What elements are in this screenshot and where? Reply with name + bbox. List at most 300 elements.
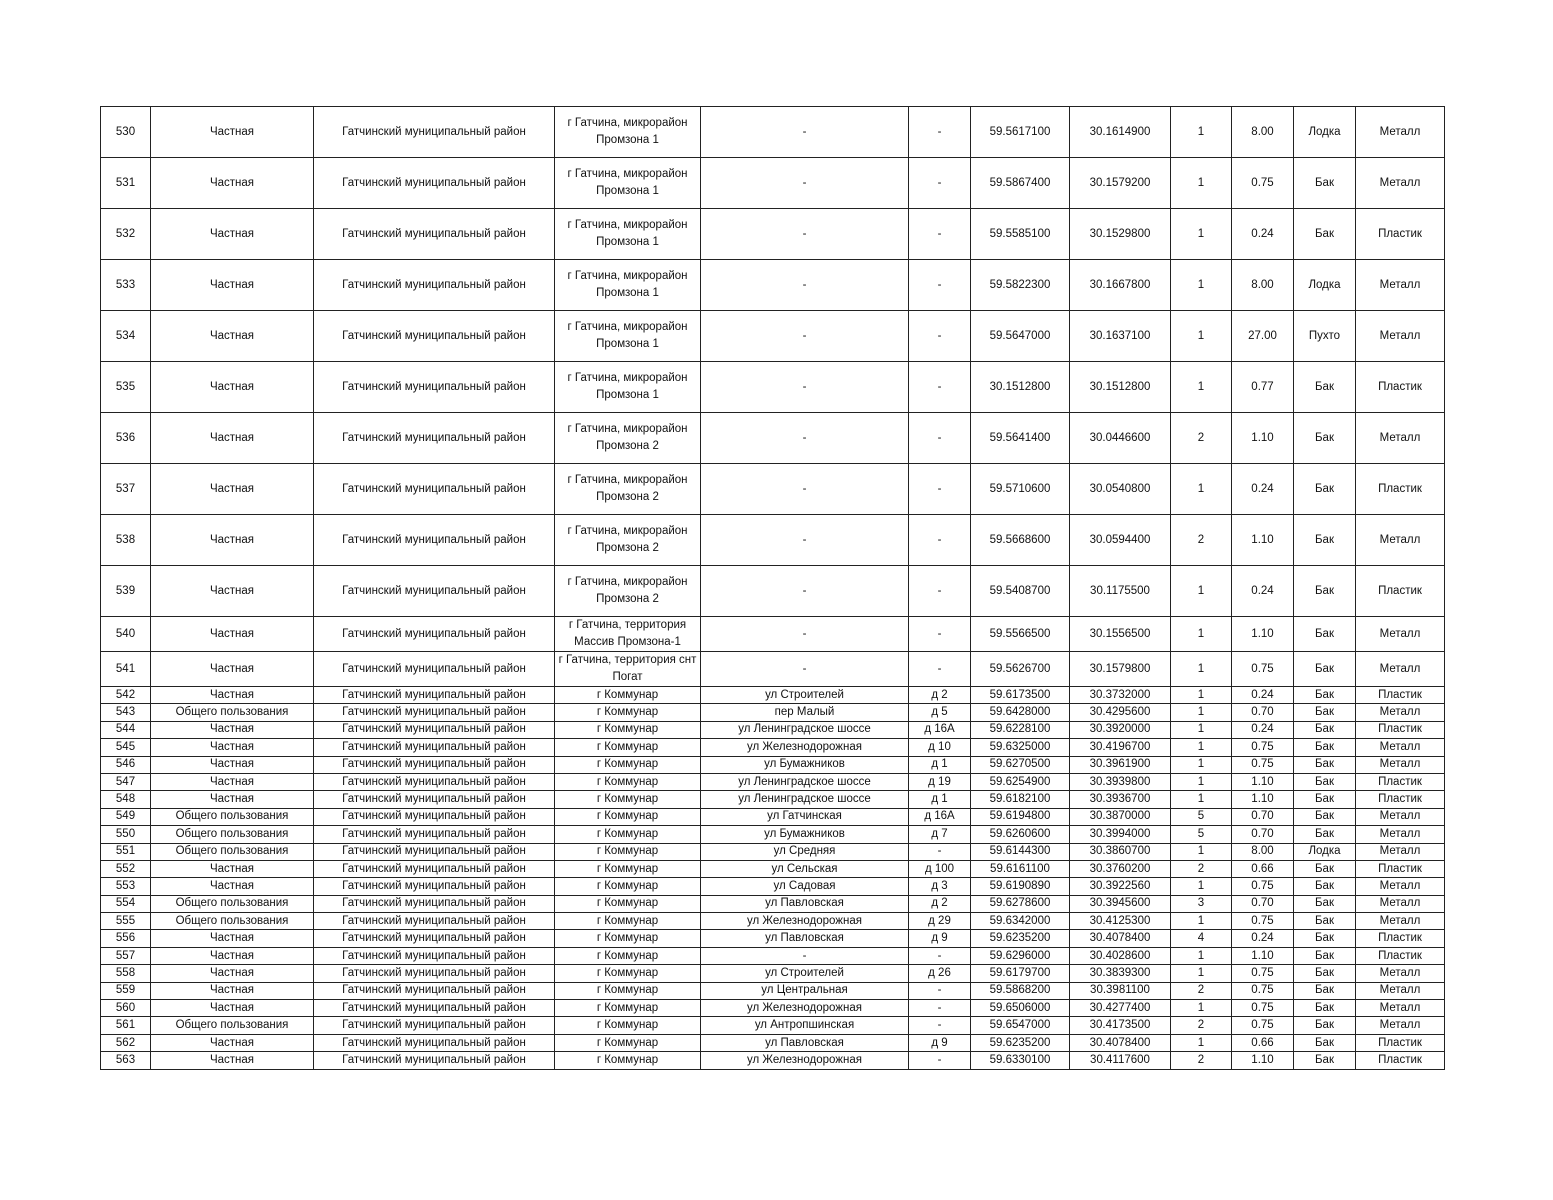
cell-row-number: 543 [101, 704, 151, 721]
cell-container-volume: 8.00 [1232, 107, 1294, 158]
cell-district: Гатчинский муниципальный район [314, 860, 555, 877]
table-row [101, 1034, 1445, 1051]
cell-container-material: Металл [1356, 982, 1445, 999]
cell-container-count: 1 [1171, 878, 1232, 895]
cell-site-type: Общего пользования [151, 826, 314, 843]
cell-district: Гатчинский муниципальный район [314, 209, 555, 260]
cell-longitude: 30.4196700 [1070, 739, 1171, 756]
cell-container-count: 1 [1171, 721, 1232, 738]
cell-container-volume: 1.10 [1232, 617, 1294, 652]
cell-container-volume: 1.10 [1232, 773, 1294, 790]
table-row [101, 895, 1445, 912]
cell-latitude: 59.6190890 [971, 878, 1070, 895]
cell-house: - [909, 947, 971, 964]
cell-container-type: Бак [1294, 721, 1356, 738]
cell-district: Гатчинский муниципальный район [314, 930, 555, 947]
cell-container-volume: 1.10 [1232, 515, 1294, 566]
cell-settlement: г Гатчина, микрорайон Промзона 1 [555, 362, 701, 413]
cell-district: Гатчинский муниципальный район [314, 756, 555, 773]
cell-settlement: г Коммунар [555, 947, 701, 964]
cell-settlement: г Коммунар [555, 982, 701, 999]
cell-container-material: Металл [1356, 878, 1445, 895]
cell-container-type: Лодка [1294, 107, 1356, 158]
cell-longitude: 30.3920000 [1070, 721, 1171, 738]
cell-container-type: Бак [1294, 808, 1356, 825]
table-row [101, 739, 1445, 756]
cell-longitude: 30.1614900 [1070, 107, 1171, 158]
cell-latitude: 59.5626700 [971, 652, 1070, 687]
cell-container-count: 1 [1171, 687, 1232, 704]
cell-street: ул Железнодорожная [701, 1000, 909, 1017]
cell-container-material: Металл [1356, 515, 1445, 566]
cell-container-count: 1 [1171, 1000, 1232, 1017]
cell-latitude: 59.6173500 [971, 687, 1070, 704]
cell-house: - [909, 362, 971, 413]
cell-row-number: 552 [101, 860, 151, 877]
cell-row-number: 551 [101, 843, 151, 860]
cell-longitude: 30.3994000 [1070, 826, 1171, 843]
cell-container-type: Бак [1294, 1017, 1356, 1034]
cell-site-type: Частная [151, 773, 314, 790]
cell-container-type: Пухто [1294, 311, 1356, 362]
cell-container-volume: 1.10 [1232, 413, 1294, 464]
cell-container-count: 1 [1171, 843, 1232, 860]
cell-container-material: Пластик [1356, 721, 1445, 738]
cell-container-volume: 8.00 [1232, 843, 1294, 860]
cell-street: ул Павловская [701, 895, 909, 912]
cell-row-number: 542 [101, 687, 151, 704]
cell-settlement: г Коммунар [555, 843, 701, 860]
cell-site-type: Общего пользования [151, 704, 314, 721]
cell-longitude: 30.1579800 [1070, 652, 1171, 687]
cell-container-volume: 0.70 [1232, 895, 1294, 912]
cell-container-material: Металл [1356, 756, 1445, 773]
cell-district: Гатчинский муниципальный район [314, 362, 555, 413]
table-row [101, 826, 1445, 843]
cell-latitude: 30.1512800 [971, 362, 1070, 413]
table-row [101, 1000, 1445, 1017]
cell-site-type: Общего пользования [151, 913, 314, 930]
cell-container-volume: 0.75 [1232, 982, 1294, 999]
cell-latitude: 59.6260600 [971, 826, 1070, 843]
cell-container-count: 1 [1171, 773, 1232, 790]
cell-row-number: 559 [101, 982, 151, 999]
table-row [101, 878, 1445, 895]
cell-container-count: 2 [1171, 1017, 1232, 1034]
cell-street: ул Бумажников [701, 756, 909, 773]
cell-longitude: 30.1637100 [1070, 311, 1171, 362]
cell-district: Гатчинский муниципальный район [314, 1017, 555, 1034]
cell-site-type: Общего пользования [151, 895, 314, 912]
cell-street: ул Ленинградское шоссе [701, 791, 909, 808]
cell-container-type: Бак [1294, 826, 1356, 843]
cell-site-type: Частная [151, 739, 314, 756]
table-row [101, 965, 1445, 982]
cell-settlement: г Гатчина, микрорайон Промзона 2 [555, 566, 701, 617]
cell-street: - [701, 158, 909, 209]
cell-house: д 1 [909, 791, 971, 808]
cell-settlement: г Гатчина, территория Массив Промзона-1 [555, 617, 701, 652]
cell-settlement: г Гатчина, микрорайон Промзона 1 [555, 158, 701, 209]
cell-street: ул Сельская [701, 860, 909, 877]
cell-container-material: Металл [1356, 913, 1445, 930]
cell-latitude: 59.6547000 [971, 1017, 1070, 1034]
cell-container-count: 1 [1171, 362, 1232, 413]
cell-container-count: 2 [1171, 982, 1232, 999]
cell-container-count: 2 [1171, 860, 1232, 877]
cell-district: Гатчинский муниципальный район [314, 791, 555, 808]
cell-site-type: Частная [151, 930, 314, 947]
cell-district: Гатчинский муниципальный район [314, 566, 555, 617]
cell-container-material: Пластик [1356, 687, 1445, 704]
cell-row-number: 533 [101, 260, 151, 311]
cell-house: - [909, 107, 971, 158]
cell-row-number: 540 [101, 617, 151, 652]
cell-house: д 2 [909, 687, 971, 704]
cell-house: д 26 [909, 965, 971, 982]
cell-container-volume: 1.10 [1232, 1052, 1294, 1069]
table-row [101, 860, 1445, 877]
cell-settlement: г Коммунар [555, 878, 701, 895]
cell-row-number: 562 [101, 1034, 151, 1051]
cell-container-type: Бак [1294, 464, 1356, 515]
cell-latitude: 59.6278600 [971, 895, 1070, 912]
cell-longitude: 30.4173500 [1070, 1017, 1171, 1034]
cell-settlement: г Коммунар [555, 895, 701, 912]
cell-street: - [701, 311, 909, 362]
cell-site-type: Частная [151, 652, 314, 687]
cell-settlement: г Коммунар [555, 808, 701, 825]
cell-district: Гатчинский муниципальный район [314, 947, 555, 964]
cell-house: - [909, 1000, 971, 1017]
cell-house: - [909, 464, 971, 515]
cell-street: - [701, 209, 909, 260]
cell-house: - [909, 1017, 971, 1034]
cell-container-type: Бак [1294, 1034, 1356, 1051]
cell-row-number: 547 [101, 773, 151, 790]
cell-container-type: Бак [1294, 652, 1356, 687]
cell-row-number: 536 [101, 413, 151, 464]
cell-container-volume: 0.24 [1232, 687, 1294, 704]
cell-container-material: Пластик [1356, 860, 1445, 877]
cell-settlement: г Гатчина, территория снт Погат [555, 652, 701, 687]
cell-container-type: Бак [1294, 413, 1356, 464]
table-row [101, 704, 1445, 721]
cell-district: Гатчинский муниципальный район [314, 739, 555, 756]
cell-container-material: Пластик [1356, 362, 1445, 413]
cell-row-number: 530 [101, 107, 151, 158]
cell-district: Гатчинский муниципальный район [314, 515, 555, 566]
table-row [101, 209, 1445, 260]
cell-longitude: 30.1579200 [1070, 158, 1171, 209]
cell-settlement: г Коммунар [555, 773, 701, 790]
cell-house: - [909, 982, 971, 999]
cell-district: Гатчинский муниципальный район [314, 158, 555, 209]
cell-street: ул Садовая [701, 878, 909, 895]
cell-container-volume: 0.24 [1232, 721, 1294, 738]
cell-district: Гатчинский муниципальный район [314, 704, 555, 721]
cell-container-count: 1 [1171, 652, 1232, 687]
cell-container-type: Бак [1294, 739, 1356, 756]
cell-settlement: г Коммунар [555, 1017, 701, 1034]
cell-site-type: Частная [151, 947, 314, 964]
cell-district: Гатчинский муниципальный район [314, 1052, 555, 1069]
cell-container-type: Бак [1294, 209, 1356, 260]
table-row [101, 311, 1445, 362]
cell-settlement: г Гатчина, микрорайон Промзона 2 [555, 464, 701, 515]
cell-longitude: 30.3839300 [1070, 965, 1171, 982]
cell-settlement: г Гатчина, микрорайон Промзона 1 [555, 107, 701, 158]
cell-row-number: 549 [101, 808, 151, 825]
cell-container-type: Бак [1294, 860, 1356, 877]
cell-container-count: 4 [1171, 930, 1232, 947]
cell-latitude: 59.6182100 [971, 791, 1070, 808]
table-row [101, 843, 1445, 860]
cell-settlement: г Коммунар [555, 826, 701, 843]
table-row [101, 464, 1445, 515]
cell-house: - [909, 311, 971, 362]
cell-longitude: 30.3732000 [1070, 687, 1171, 704]
cell-district: Гатчинский муниципальный район [314, 107, 555, 158]
cell-latitude: 59.6254900 [971, 773, 1070, 790]
cell-container-material: Пластик [1356, 947, 1445, 964]
cell-container-count: 1 [1171, 756, 1232, 773]
cell-latitude: 59.6144300 [971, 843, 1070, 860]
cell-district: Гатчинский муниципальный район [314, 721, 555, 738]
cell-house: д 29 [909, 913, 971, 930]
cell-settlement: г Коммунар [555, 965, 701, 982]
cell-container-material: Пластик [1356, 1052, 1445, 1069]
cell-street: ул Павловская [701, 1034, 909, 1051]
cell-container-material: Пластик [1356, 791, 1445, 808]
cell-street: ул Ленинградское шоссе [701, 773, 909, 790]
cell-row-number: 535 [101, 362, 151, 413]
cell-latitude: 59.5647000 [971, 311, 1070, 362]
cell-latitude: 59.6235200 [971, 930, 1070, 947]
cell-settlement: г Коммунар [555, 860, 701, 877]
cell-container-count: 1 [1171, 209, 1232, 260]
cell-container-volume: 0.70 [1232, 808, 1294, 825]
cell-latitude: 59.6428000 [971, 704, 1070, 721]
cell-site-type: Частная [151, 260, 314, 311]
cell-latitude: 59.6506000 [971, 1000, 1070, 1017]
cell-row-number: 541 [101, 652, 151, 687]
cell-site-type: Частная [151, 464, 314, 515]
cell-street: ул Строителей [701, 965, 909, 982]
cell-row-number: 546 [101, 756, 151, 773]
cell-latitude: 59.5868200 [971, 982, 1070, 999]
cell-house: - [909, 209, 971, 260]
cell-container-type: Бак [1294, 687, 1356, 704]
cell-container-type: Бак [1294, 947, 1356, 964]
cell-latitude: 59.6228100 [971, 721, 1070, 738]
cell-district: Гатчинский муниципальный район [314, 913, 555, 930]
cell-street: - [701, 362, 909, 413]
table-row [101, 808, 1445, 825]
cell-longitude: 30.3961900 [1070, 756, 1171, 773]
cell-latitude: 59.5566500 [971, 617, 1070, 652]
cell-site-type: Общего пользования [151, 1017, 314, 1034]
cell-container-material: Пластик [1356, 464, 1445, 515]
cell-container-volume: 0.70 [1232, 704, 1294, 721]
cell-container-volume: 0.70 [1232, 826, 1294, 843]
cell-street: ул Железнодорожная [701, 739, 909, 756]
cell-street: пер Малый [701, 704, 909, 721]
cell-longitude: 30.4295600 [1070, 704, 1171, 721]
cell-latitude: 59.5617100 [971, 107, 1070, 158]
cell-container-type: Бак [1294, 982, 1356, 999]
cell-container-type: Бак [1294, 566, 1356, 617]
cell-street: - [701, 617, 909, 652]
cell-district: Гатчинский муниципальный район [314, 652, 555, 687]
cell-container-count: 2 [1171, 1052, 1232, 1069]
cell-settlement: г Коммунар [555, 791, 701, 808]
cell-row-number: 545 [101, 739, 151, 756]
cell-street: ул Железнодорожная [701, 913, 909, 930]
table-row [101, 107, 1445, 158]
cell-container-material: Пластик [1356, 930, 1445, 947]
cell-latitude: 59.6296000 [971, 947, 1070, 964]
cell-latitude: 59.6194800 [971, 808, 1070, 825]
cell-container-volume: 0.24 [1232, 566, 1294, 617]
cell-latitude: 59.5641400 [971, 413, 1070, 464]
cell-district: Гатчинский муниципальный район [314, 773, 555, 790]
cell-container-type: Лодка [1294, 843, 1356, 860]
cell-row-number: 539 [101, 566, 151, 617]
table-row [101, 773, 1445, 790]
table-row [101, 617, 1445, 652]
cell-house: д 16А [909, 721, 971, 738]
cell-container-type: Бак [1294, 756, 1356, 773]
cell-street: ул Бумажников [701, 826, 909, 843]
cell-longitude: 30.0540800 [1070, 464, 1171, 515]
cell-longitude: 30.0594400 [1070, 515, 1171, 566]
cell-latitude: 59.5710600 [971, 464, 1070, 515]
cell-district: Гатчинский муниципальный район [314, 1034, 555, 1051]
cell-longitude: 30.1512800 [1070, 362, 1171, 413]
cell-container-volume: 0.24 [1232, 464, 1294, 515]
cell-street: - [701, 464, 909, 515]
cell-container-count: 3 [1171, 895, 1232, 912]
cell-row-number: 544 [101, 721, 151, 738]
cell-latitude: 59.6325000 [971, 739, 1070, 756]
table-row [101, 930, 1445, 947]
cell-latitude: 59.6330100 [971, 1052, 1070, 1069]
cell-district: Гатчинский муниципальный район [314, 413, 555, 464]
cell-container-material: Металл [1356, 895, 1445, 912]
cell-house: - [909, 566, 971, 617]
cell-container-type: Бак [1294, 965, 1356, 982]
cell-house: д 5 [909, 704, 971, 721]
cell-longitude: 30.1175500 [1070, 566, 1171, 617]
cell-container-type: Бак [1294, 895, 1356, 912]
cell-settlement: г Гатчина, микрорайон Промзона 1 [555, 260, 701, 311]
cell-container-volume: 0.75 [1232, 652, 1294, 687]
cell-container-material: Металл [1356, 826, 1445, 843]
cell-site-type: Общего пользования [151, 843, 314, 860]
table-row [101, 1017, 1445, 1034]
table-body [101, 107, 1445, 1070]
cell-row-number: 558 [101, 965, 151, 982]
cell-latitude: 59.5408700 [971, 566, 1070, 617]
cell-site-type: Частная [151, 1034, 314, 1051]
table-row [101, 158, 1445, 209]
cell-latitude: 59.6342000 [971, 913, 1070, 930]
cell-site-type: Частная [151, 413, 314, 464]
cell-container-material: Металл [1356, 739, 1445, 756]
cell-latitude: 59.5668600 [971, 515, 1070, 566]
cell-container-volume: 0.77 [1232, 362, 1294, 413]
cell-site-type: Частная [151, 756, 314, 773]
cell-site-type: Частная [151, 617, 314, 652]
cell-street: - [701, 260, 909, 311]
cell-longitude: 30.1529800 [1070, 209, 1171, 260]
cell-container-count: 2 [1171, 515, 1232, 566]
cell-container-volume: 0.66 [1232, 1034, 1294, 1051]
cell-settlement: г Гатчина, микрорайон Промзона 1 [555, 209, 701, 260]
cell-settlement: г Коммунар [555, 913, 701, 930]
cell-house: д 3 [909, 878, 971, 895]
cell-row-number: 534 [101, 311, 151, 362]
cell-row-number: 557 [101, 947, 151, 964]
cell-site-type: Частная [151, 209, 314, 260]
cell-street: ул Средняя [701, 843, 909, 860]
cell-district: Гатчинский муниципальный район [314, 808, 555, 825]
cell-house: - [909, 843, 971, 860]
cell-container-count: 1 [1171, 704, 1232, 721]
cell-district: Гатчинский муниципальный район [314, 687, 555, 704]
cell-street: ул Ленинградское шоссе [701, 721, 909, 738]
cell-container-volume: 0.24 [1232, 930, 1294, 947]
cell-district: Гатчинский муниципальный район [314, 878, 555, 895]
cell-container-material: Пластик [1356, 566, 1445, 617]
cell-row-number: 548 [101, 791, 151, 808]
cell-site-type: Частная [151, 1000, 314, 1017]
cell-district: Гатчинский муниципальный район [314, 895, 555, 912]
cell-settlement: г Коммунар [555, 930, 701, 947]
cell-settlement: г Коммунар [555, 756, 701, 773]
cell-row-number: 561 [101, 1017, 151, 1034]
cell-container-count: 1 [1171, 617, 1232, 652]
cell-site-type: Частная [151, 311, 314, 362]
cell-container-material: Металл [1356, 311, 1445, 362]
cell-container-material: Пластик [1356, 773, 1445, 790]
cell-settlement: г Коммунар [555, 1052, 701, 1069]
cell-row-number: 560 [101, 1000, 151, 1017]
cell-row-number: 555 [101, 913, 151, 930]
cell-street: - [701, 413, 909, 464]
cell-container-count: 1 [1171, 260, 1232, 311]
cell-longitude: 30.3981100 [1070, 982, 1171, 999]
cell-street: - [701, 515, 909, 566]
table-row [101, 756, 1445, 773]
cell-settlement: г Коммунар [555, 687, 701, 704]
cell-container-count: 1 [1171, 913, 1232, 930]
cell-container-type: Бак [1294, 362, 1356, 413]
cell-container-volume: 0.75 [1232, 965, 1294, 982]
cell-street: - [701, 566, 909, 617]
cell-house: д 7 [909, 826, 971, 843]
cell-house: д 1 [909, 756, 971, 773]
cell-settlement: г Коммунар [555, 704, 701, 721]
cell-site-type: Частная [151, 687, 314, 704]
cell-container-volume: 0.75 [1232, 739, 1294, 756]
cell-container-count: 1 [1171, 311, 1232, 362]
cell-site-type: Общего пользования [151, 808, 314, 825]
cell-row-number: 556 [101, 930, 151, 947]
cell-container-material: Металл [1356, 808, 1445, 825]
cell-street: - [701, 107, 909, 158]
